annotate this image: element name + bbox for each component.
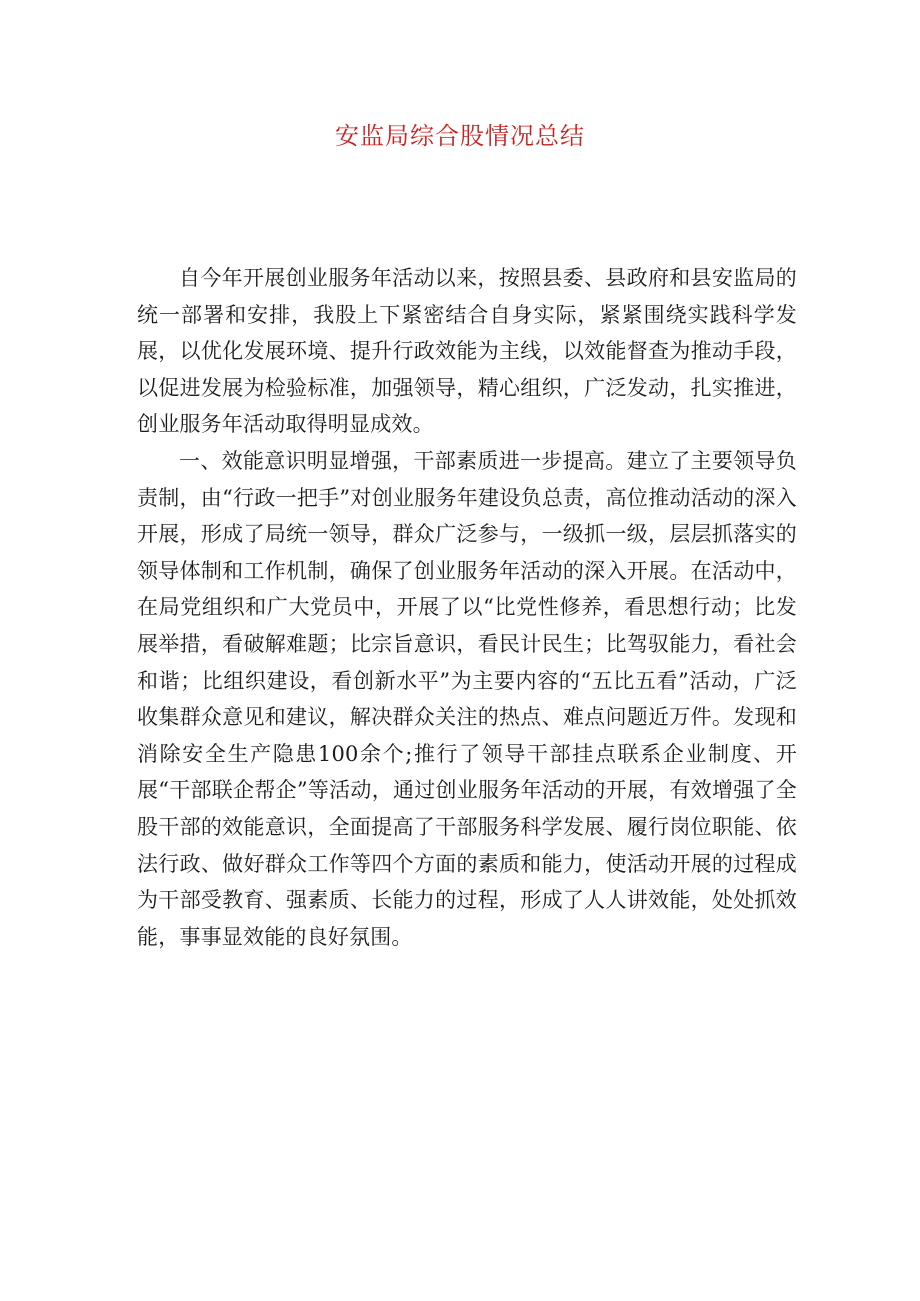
document-title: 安监局综合股情况总结	[335, 122, 585, 150]
paragraph-intro: 自今年开展创业服务年活动以来，按照县委、县政府和县安监局的统一部署和安排，我股上下紧密结合自身实际，紧紧围绕实践科学发展，以优化发展环境、提升行政效能为主线，以效能督查为推动手段，以促进发展为检验标准，加强领导，精心组织，广泛发动，扎实推进，创业服务年活动取得明显成效。	[137, 266, 797, 437]
paragraph-section-one: 一、效能意识明显增强，干部素质进一步提高。建立了主要领导负责制，由“行政一把手”对创业服务年建设负总责，高位推动活动的深入开展，形成了局统一领导，群众广泛参与，一级抓一级，层层抓落实的领导体制和工作机制，确保了创业服务年活动的深入开展。在活动中，在局党组织和广大党员中，开展了以“比党性修养，看思想行动；比发展举措，看破解难题；比宗旨意识，看民计民生；比驾驭能力，看社会和谐；比组织建设，看创新水平”为主要内容的“五比五看”活动，广泛收集群众意见和建议，解决群众关注的热点、难点问题近万件。发现和消除安全生产隐患100余个;推行了领导干部挂点联系企业制度、开展“干部联企帮企”等活动，通过创业服务年活动的开展，有效增强了全股干部的效能意识，全面提高了干部服务科学发展、履行岗位职能、依法行政、做好群众工作等四个方面的素质和能力，使活动开展的过程成为干部受教育、强素质、长能力的过程，形成了人人讲效能，处处抓效能，事事显效能的良好氛围。	[137, 448, 797, 949]
document-body	[137, 260, 797, 955]
